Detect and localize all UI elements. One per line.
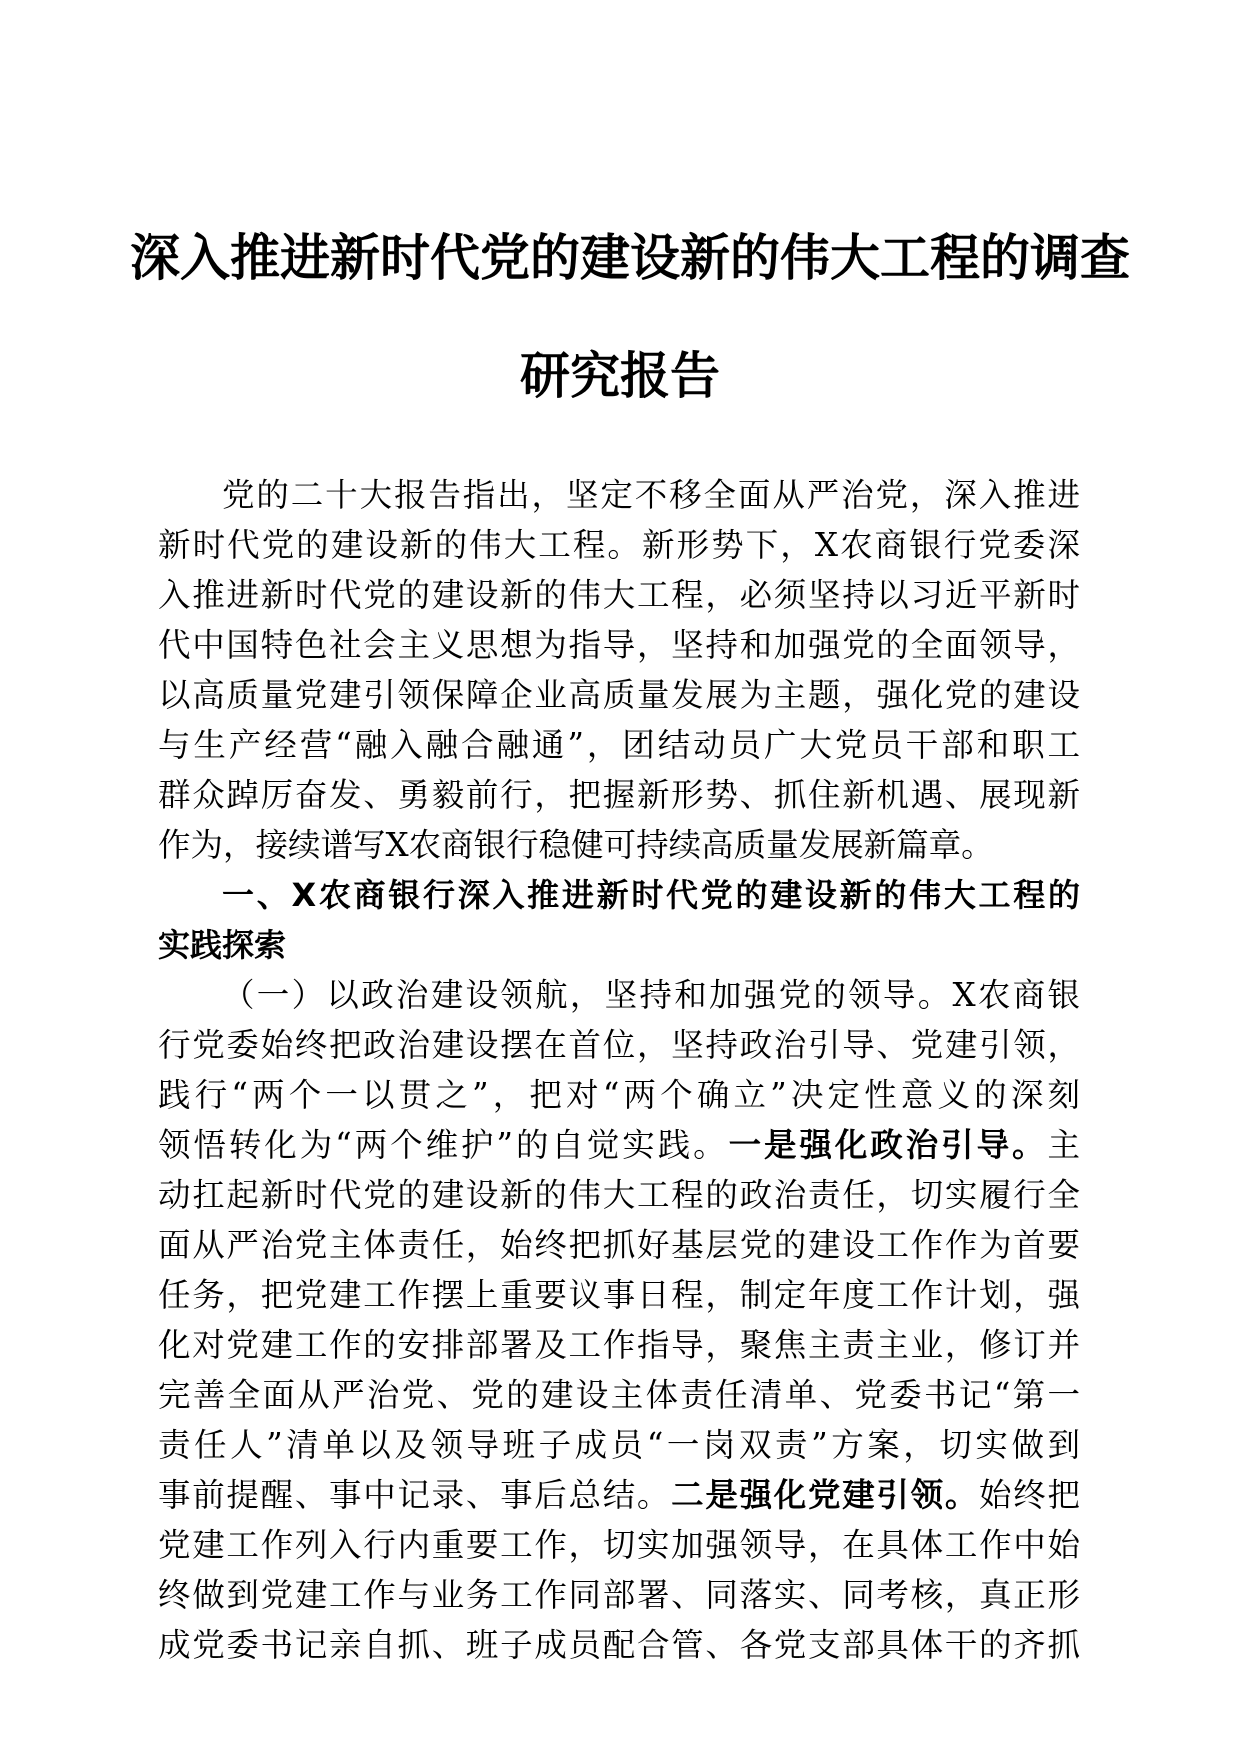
paragraph-line-mixed xyxy=(158,1120,1080,1170)
document-title-line-1: 深入推进新时代党的建设新的伟大工程的调查 xyxy=(130,228,1130,287)
paragraph-line: 党建工作列入行内重要工作，切实加强领导，在具体工作中始 xyxy=(158,1526,1080,1564)
paragraph-line: 入推进新时代党的建设新的伟大工程，必须坚持以习近平新时 xyxy=(158,576,1080,614)
document-title-line-2: 研究报告 xyxy=(520,346,720,405)
paragraph-line: 责任人”清单以及领导班子成员“一岗双责”方案，切实做到 xyxy=(158,1426,1080,1464)
section-heading-line: 一、X农商银行深入推进新时代党的建设新的伟大工程的 xyxy=(222,876,1080,914)
paragraph-line: 代中国特色社会主义思想为指导，坚持和加强党的全面领导， xyxy=(158,626,1080,664)
paragraph-line-mixed xyxy=(158,1470,1080,1520)
paragraph-line: 群众踔厉奋发、勇毅前行，把握新形势、抓住新机遇、展现新 xyxy=(158,776,1080,814)
paragraph-line: 新时代党的建设新的伟大工程。新形势下，X农商银行党委深 xyxy=(158,526,1080,564)
section-heading-line: 实践探索 xyxy=(158,926,287,964)
paragraph-text: 主 xyxy=(1047,1126,1080,1164)
paragraph-line: 践行“两个一以贯之”，把对“两个确立”决定性意义的深刻 xyxy=(158,1076,1080,1114)
paragraph-line: 作为，接续谱写X农商银行稳健可持续高质量发展新篇章。 xyxy=(158,826,994,864)
paragraph-line: 面从严治党主体责任，始终把抓好基层党的建设工作作为首要 xyxy=(158,1226,1080,1264)
paragraph-line: 终做到党建工作与业务工作同部署、同落实、同考核，真正形 xyxy=(158,1576,1080,1614)
paragraph-line: 完善全面从严治党、党的建设主体责任清单、党委书记“第一 xyxy=(158,1376,1080,1414)
paragraph-line: 任务，把党建工作摆上重要议事日程，制定年度工作计划，强 xyxy=(158,1276,1080,1314)
paragraph-line: 化对党建工作的安排部署及工作指导，聚焦主责主业，修订并 xyxy=(158,1326,1080,1364)
paragraph-line: 党的二十大报告指出，坚定不移全面从严治党，深入推进 xyxy=(222,476,1080,514)
paragraph-text: 领悟转化为“两个维护”的自觉实践。 xyxy=(158,1126,729,1164)
paragraph-text: 始终把 xyxy=(979,1476,1080,1514)
paragraph-line: （一）以政治建设领航，坚持和加强党的领导。X农商银 xyxy=(222,976,1080,1014)
paragraph-line: 动扛起新时代党的建设新的伟大工程的政治责任，切实履行全 xyxy=(158,1176,1080,1214)
paragraph-text: 事前提醒、事中记录、事后总结。 xyxy=(158,1476,672,1514)
bold-subheading: 二是强化党建引领。 xyxy=(671,1476,980,1514)
paragraph-line: 以高质量党建引领保障企业高质量发展为主题，强化党的建设 xyxy=(158,676,1080,714)
bold-subheading: 一是强化政治引导。 xyxy=(728,1126,1048,1164)
paragraph-line: 行党委始终把政治建设摆在首位，坚持政治引导、党建引领， xyxy=(158,1026,1080,1064)
document-body xyxy=(158,470,1080,1670)
paragraph-line: 与生产经营“融入融合融通”，团结动员广大党员干部和职工 xyxy=(158,726,1080,764)
paragraph-line: 成党委书记亲自抓、班子成员配合管、各党支部具体干的齐抓 xyxy=(158,1626,1080,1664)
